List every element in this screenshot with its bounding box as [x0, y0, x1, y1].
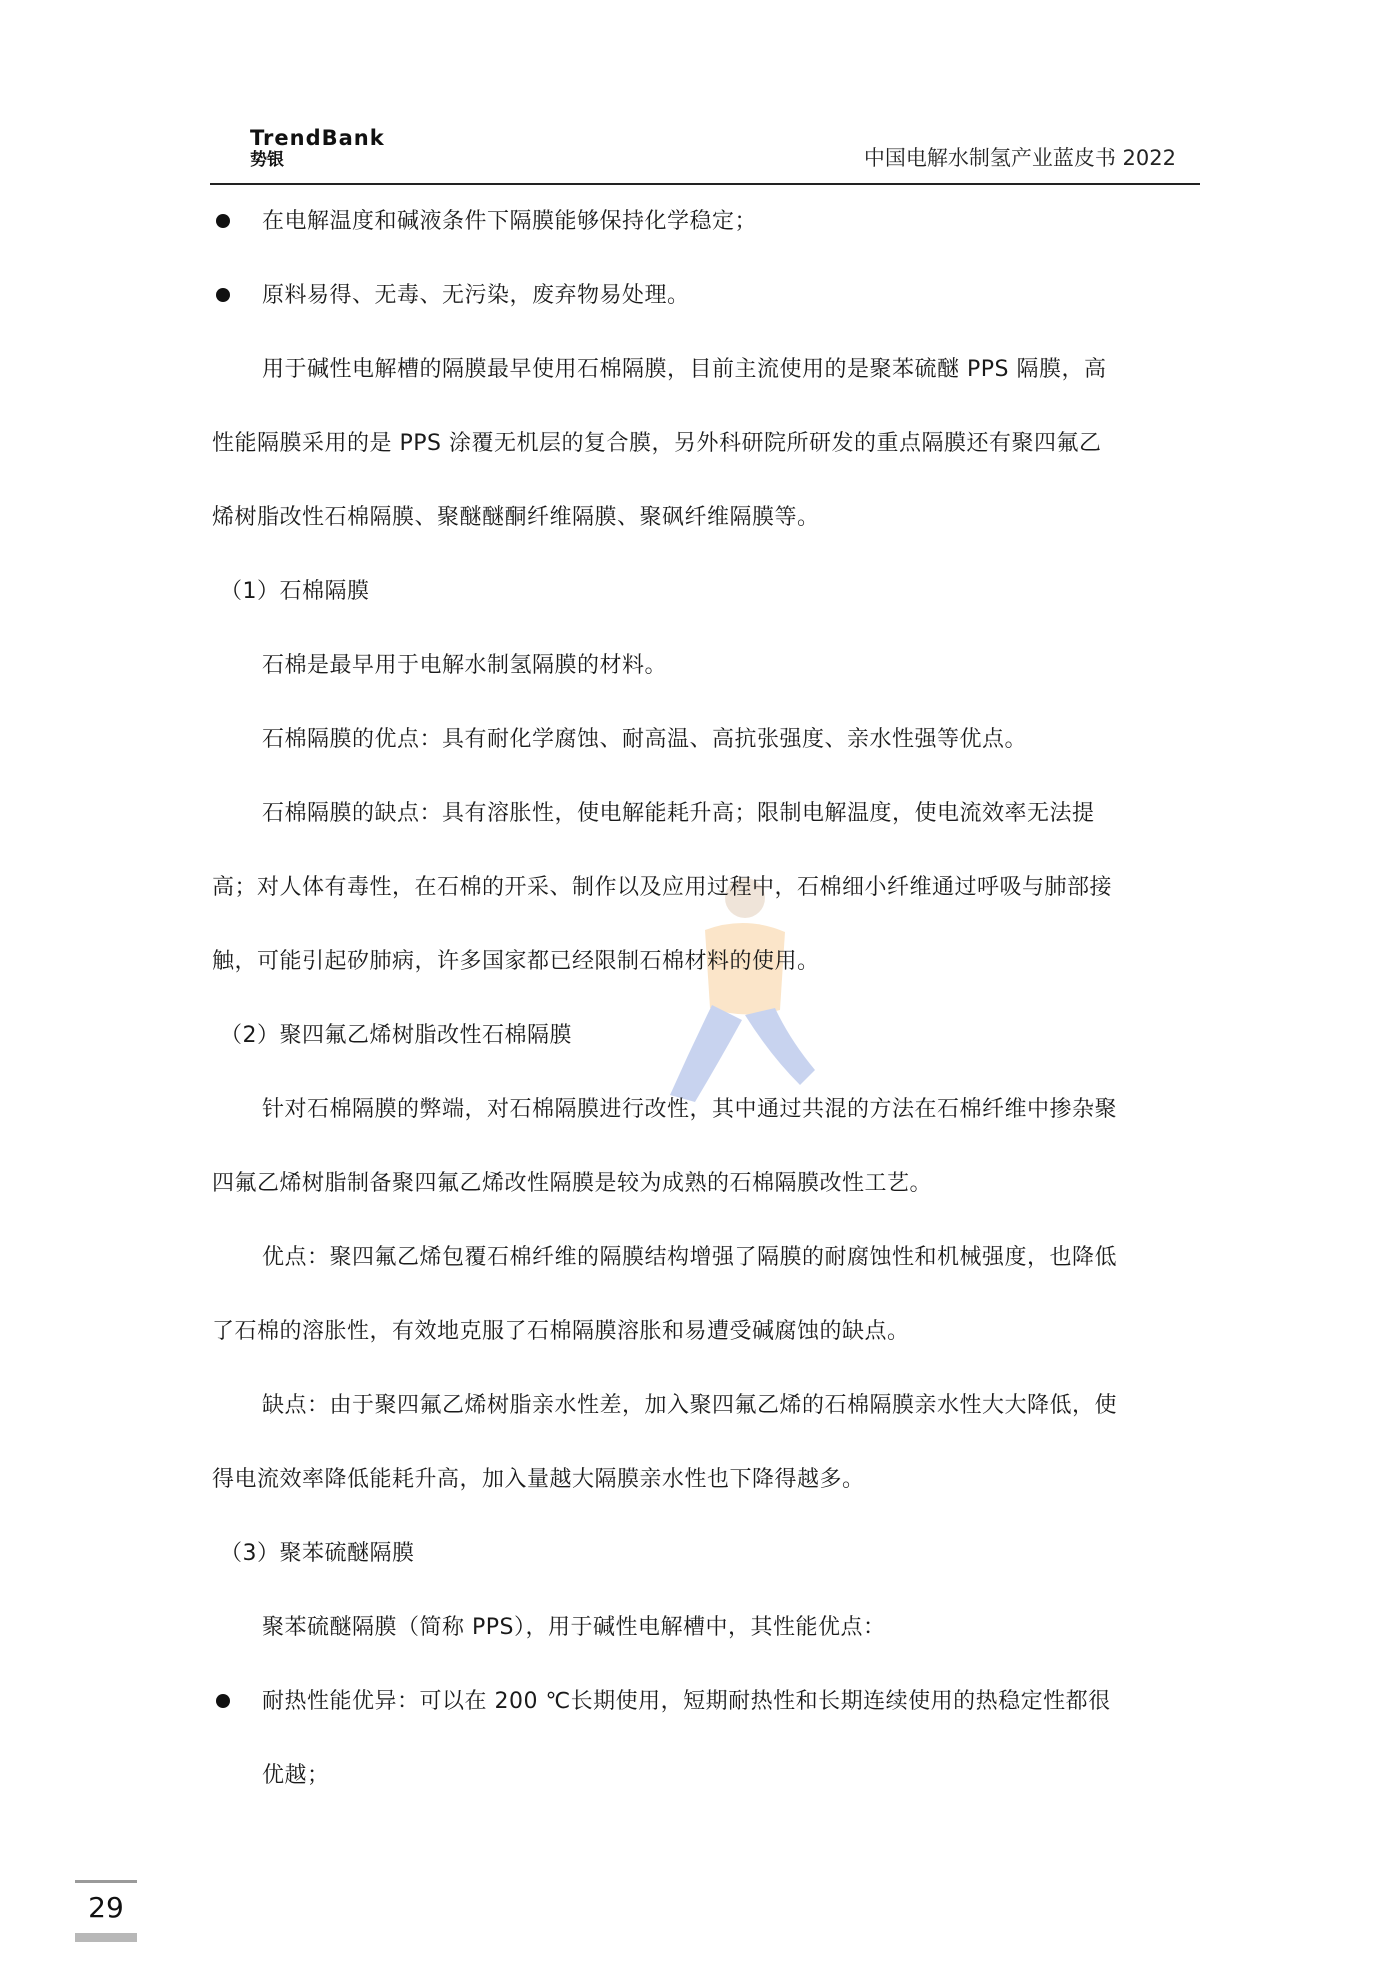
section-heading: （3）聚苯硫醚隔膜: [220, 1541, 415, 1566]
document-body: [212, 185, 1202, 1813]
trendbank-logo: [250, 128, 385, 169]
document-title: 中国电解水制氢产业蓝皮书 2022: [863, 146, 1176, 170]
page-number: 29: [88, 1891, 124, 1924]
bullet-dot-icon: [216, 1694, 230, 1708]
paragraph-line: 优点：聚四氟乙烯包覆石棉纤维的隔膜结构增强了隔膜的耐腐蚀性和机械强度，也降低: [262, 1245, 1118, 1270]
paragraph-text: 在电解温度和碱液条件下隔膜能够保持化学稳定；: [262, 209, 758, 234]
paragraph-line: 高；对人体有毒性，在石棉的开采、制作以及应用过程中，石棉细小纤维通过呼吸与肺部接: [212, 875, 1113, 900]
paragraph-line: 烯树脂改性石棉隔膜、聚醚醚酮纤维隔膜、聚砜纤维隔膜等。: [212, 505, 820, 530]
bullet-dot-icon: [216, 214, 230, 228]
bullet-item: [212, 1665, 1202, 1739]
brand-name-cn: 势银: [250, 150, 284, 170]
bullet-item: [212, 259, 1202, 333]
paragraph-line: 石棉是最早用于电解水制氢隔膜的材料。: [262, 653, 668, 678]
paragraph-text: 耐热性能优异：可以在 200 ℃长期使用，短期耐热性和长期连续使用的热稳定性都很: [262, 1689, 1111, 1714]
paragraph-line: 得电流效率降低能耗升高，加入量越大隔膜亲水性也下降得越多。: [212, 1467, 865, 1492]
page-header: [210, 128, 1200, 185]
bullet-dot-icon: [216, 288, 230, 302]
brand-name-en: TrendBank: [250, 126, 385, 150]
paragraph-line: 了石棉的溶胀性，有效地克服了石棉隔膜溶胀和易遭受碱腐蚀的缺点。: [212, 1319, 910, 1344]
paragraph-line: 性能隔膜采用的是 PPS 涂覆无机层的复合膜，另外科研院所研发的重点隔膜还有聚四氟乙: [212, 431, 1102, 456]
paragraph-line: 石棉隔膜的优点：具有耐化学腐蚀、耐高温、高抗张强度、亲水性强等优点。: [262, 727, 1028, 752]
page-footer: [75, 1880, 137, 1942]
paragraph-line: 石棉隔膜的缺点：具有溶胀性，使电解能耗升高；限制电解温度，使电流效率无法提: [262, 801, 1095, 826]
section-heading: （1）石棉隔膜: [220, 579, 370, 604]
paragraph-line: 触，可能引起矽肺病，许多国家都已经限制石棉材料的使用。: [212, 949, 820, 974]
paragraph-text: 原料易得、无毒、无污染，废弃物易处理。: [262, 283, 690, 308]
paragraph-line: 针对石棉隔膜的弊端，对石棉隔膜进行改性，其中通过共混的方法在石棉纤维中掺杂聚: [262, 1097, 1118, 1122]
paragraph-line: 四氟乙烯树脂制备聚四氟乙烯改性隔膜是较为成熟的石棉隔膜改性工艺。: [212, 1171, 933, 1196]
paragraph-line: 用于碱性电解槽的隔膜最早使用石棉隔膜，目前主流使用的是聚苯硫醚 PPS 隔膜，高: [262, 357, 1107, 382]
bullet-item: [212, 185, 1202, 259]
paragraph-line: 聚苯硫醚隔膜（简称 PPS），用于碱性电解槽中，其性能优点：: [262, 1615, 886, 1640]
footer-bar: [75, 1933, 137, 1942]
paragraph-line: 优越；: [262, 1763, 330, 1788]
section-heading: （2）聚四氟乙烯树脂改性石棉隔膜: [220, 1023, 572, 1048]
paragraph-line: 缺点：由于聚四氟乙烯树脂亲水性差，加入聚四氟乙烯的石棉隔膜亲水性大大降低，使: [262, 1393, 1118, 1418]
